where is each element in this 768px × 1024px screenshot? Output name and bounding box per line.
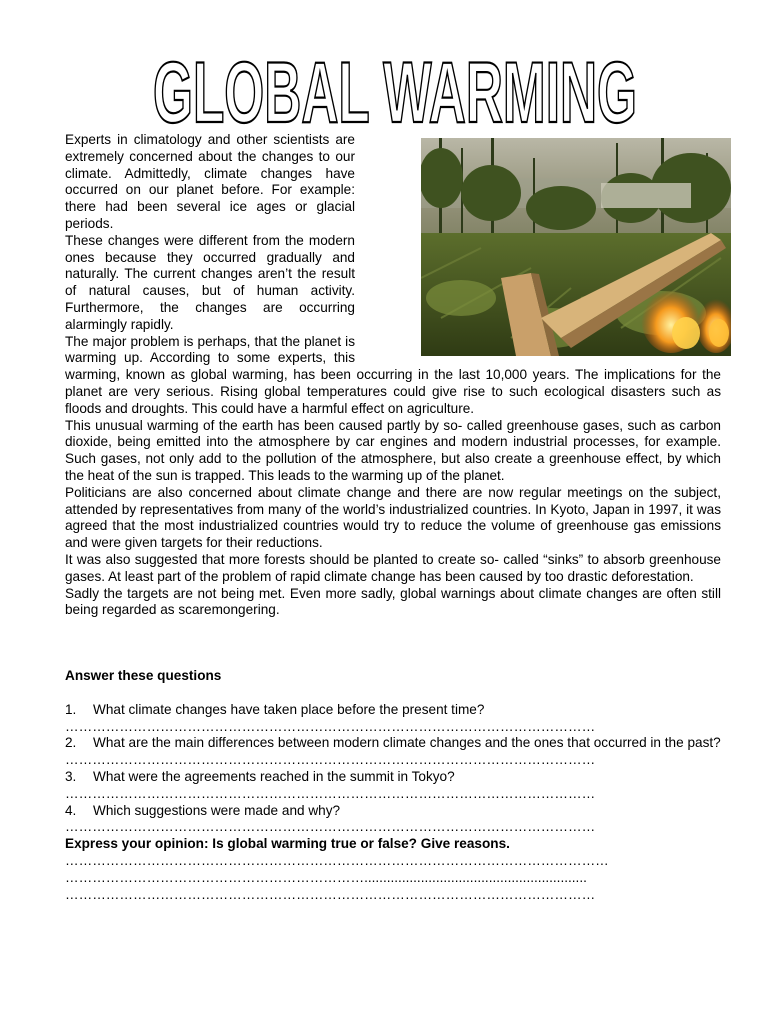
question-number: 2. (65, 735, 77, 751)
opinion-line-1[interactable]: ………………………………………………………………………………………………………… (65, 852, 609, 868)
question-2 (65, 735, 725, 752)
question-number: 3. (65, 768, 77, 784)
question-1 (65, 702, 725, 719)
question-text: What are the main differences between modern climate changes and the ones that occurred in the past? (93, 735, 721, 751)
opinion-line-2[interactable]: …………………………………………………………........................................................... (65, 869, 587, 885)
paragraph-3: The major problem is perhaps, that the planet is warming up. According to some experts, this warming, known as global warming, has been occurring in the last 10,000 years. The implications for the planet are very serious. Rising global temperatures could give rise to such ecological disasters such as floods and droughts. This could have a harmful effect on agriculture. (65, 333, 721, 416)
article-body (65, 132, 721, 619)
title-text: GLOBAL WARMING (153, 52, 637, 128)
question-4 (65, 803, 725, 820)
question-text: What were the agreements reached in the summit in Tokyo? (93, 768, 455, 784)
opinion-prompt: Express your opinion: Is global warming true or false? Give reasons. (65, 836, 510, 852)
opinion-line-3[interactable]: ……………………………………………………………………………………………………… (65, 886, 596, 902)
title-outline-text (150, 52, 640, 128)
answer-line-3[interactable]: ……………………………………………………………………………………………………… (65, 785, 596, 801)
paragraph-1: Experts in climatology and other scientists are extremely concerned about the changes to our climate. Admittedly, climate changes have occurred on our planet before. For example: there had been several ice ages or glacial periods. (65, 132, 355, 231)
paragraph-6: It was also suggested that more forests should be planted to create so- called “sinks” to absorb greenhouse gases. At least part of the problem of rapid climate change has been caused by too drastic deforestation. (65, 551, 721, 584)
page-title (150, 52, 640, 128)
photo-spacer (355, 132, 721, 360)
answer-line-2[interactable]: ……………………………………………………………………………………………………… (65, 752, 596, 768)
paragraph-2: These changes were different from the modern ones because they occurred gradually and naturally. The current changes aren’t the result of natural causes, but of human activity. Furthermore, the changes are occurring alarmingly rapidly. (65, 232, 355, 332)
question-3 (65, 769, 725, 786)
questions-section (65, 668, 725, 903)
paragraph-5: Politicians are also concerned about climate change and there are now regular meetings on the subject, attended by representatives from many of the world’s industrialized countries. In Kyoto, Japan in 1997, it was agreed that the most industrialized countries would try to reduce the volume of greenhouse gas emissions and were given targets for their reductions. (65, 484, 721, 551)
question-text: Which suggestions were made and why? (93, 802, 341, 818)
question-number: 4. (65, 802, 77, 818)
answer-line-1[interactable]: ……………………………………………………………………………………………………… (65, 718, 596, 734)
question-text: What climate changes have taken place before the present time? (93, 701, 485, 717)
paragraph-7: Sadly the targets are not being met. Even more sadly, global warnings about climate changes are often still being regarded as scaremongering. (65, 585, 721, 618)
answer-line-4[interactable]: ……………………………………………………………………………………………………… (65, 819, 596, 835)
question-number: 1. (65, 701, 77, 717)
paragraph-4: This unusual warming of the earth has been caused partly by so- called greenhouse gases, such as carbon dioxide, being emitted into the atmosphere by car engines and modern industrial processes, for example. Such gases, not only add to the pollution of the atmosphere, but also create a greenhouse effect, by which the heat of the sun is trapped. This leads to the warming up of the planet. (65, 417, 721, 483)
questions-heading: Answer these questions (65, 668, 222, 683)
